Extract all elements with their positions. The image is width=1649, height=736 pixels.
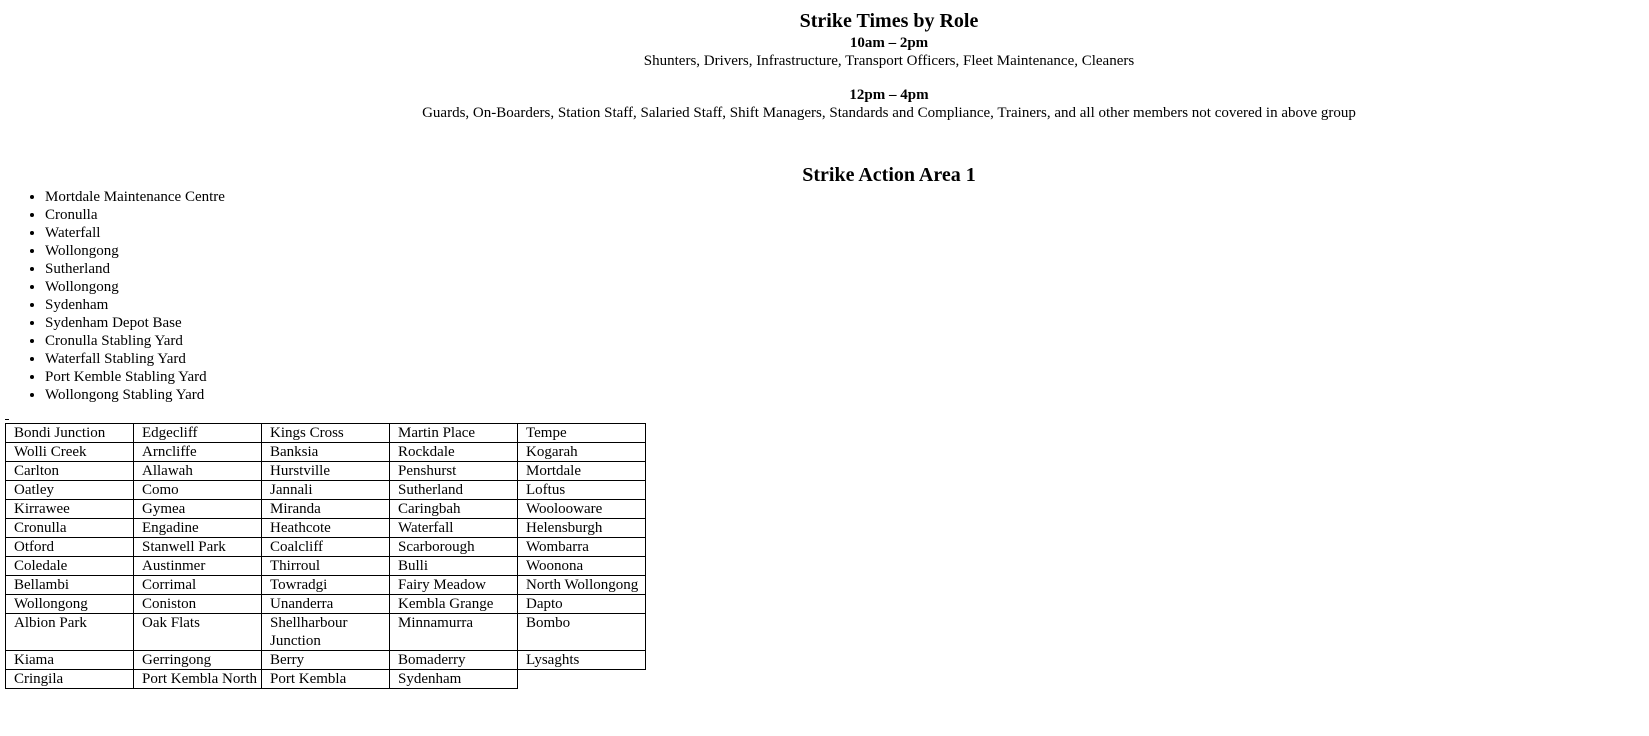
table-row xyxy=(6,500,646,519)
station-cell: Towradgi xyxy=(262,576,390,595)
station-cell: Shellharbour Junction xyxy=(262,614,390,651)
divider-mark xyxy=(5,419,9,420)
station-cell: Como xyxy=(134,481,262,500)
table-row xyxy=(6,651,646,670)
station-cell: Kogarah xyxy=(518,443,646,462)
station-cell: Coledale xyxy=(6,557,134,576)
station-cell: Fairy Meadow xyxy=(390,576,518,595)
station-cell: Woolooware xyxy=(518,500,646,519)
station-cell: Kirrawee xyxy=(6,500,134,519)
station-cell: North Wollongong xyxy=(518,576,646,595)
strike-times-section xyxy=(0,8,1649,122)
station-cell: Bulli xyxy=(390,557,518,576)
station-cell: Rockdale xyxy=(390,443,518,462)
station-cell: Waterfall xyxy=(390,519,518,538)
stations-table xyxy=(5,423,646,689)
location-item: • Waterfall xyxy=(45,224,225,242)
table-row xyxy=(6,670,646,689)
station-cell: Gymea xyxy=(134,500,262,519)
table-row xyxy=(6,538,646,557)
time-group-2-heading: 12pm – 4pm xyxy=(849,87,929,103)
location-item: • Sutherland xyxy=(45,260,225,278)
table-row xyxy=(6,519,646,538)
station-cell: Port Kembla xyxy=(262,670,390,689)
station-cell: Bombo xyxy=(518,614,646,651)
time-group-1-roles: Shunters, Drivers, Infrastructure, Transport Officers, Fleet Maintenance, Cleaners xyxy=(643,53,1135,69)
station-cell: Oak Flats xyxy=(134,614,262,651)
table-row xyxy=(6,443,646,462)
station-cell: Arncliffe xyxy=(134,443,262,462)
location-list xyxy=(7,188,225,404)
location-item: • Waterfall Stabling Yard xyxy=(45,350,225,368)
station-cell: Lysaghts xyxy=(518,651,646,670)
station-cell: Sutherland xyxy=(390,481,518,500)
time-group-1-heading: 10am – 2pm xyxy=(849,35,929,51)
spacer xyxy=(0,70,1649,86)
station-cell: Dapto xyxy=(518,595,646,614)
station-cell: Austinmer xyxy=(134,557,262,576)
station-cell: Caringbah xyxy=(390,500,518,519)
location-item: • Sydenham xyxy=(45,296,225,314)
location-item: • Sydenham Depot Base xyxy=(45,314,225,332)
location-item: • Wollongong xyxy=(45,278,225,296)
station-cell: Port Kembla North xyxy=(134,670,262,689)
station-cell: Tempe xyxy=(518,424,646,443)
station-cell: Helensburgh xyxy=(518,519,646,538)
station-cell: Cronulla xyxy=(6,519,134,538)
station-cell: Woonona xyxy=(518,557,646,576)
station-cell: Hurstville xyxy=(262,462,390,481)
station-cell: Banksia xyxy=(262,443,390,462)
station-cell: Bondi Junction xyxy=(6,424,134,443)
station-cell: Martin Place xyxy=(390,424,518,443)
station-cell: Stanwell Park xyxy=(134,538,262,557)
station-cell: Loftus xyxy=(518,481,646,500)
station-cell: Otford xyxy=(6,538,134,557)
station-cell: Engadine xyxy=(134,519,262,538)
station-cell: Heathcote xyxy=(262,519,390,538)
station-cell: Wolli Creek xyxy=(6,443,134,462)
station-cell: Kembla Grange xyxy=(390,595,518,614)
station-cell: Corrimal xyxy=(134,576,262,595)
location-item: • Mortdale Maintenance Centre xyxy=(45,188,225,206)
station-cell: Oatley xyxy=(6,481,134,500)
station-cell: Thirroul xyxy=(262,557,390,576)
station-cell: Coalcliff xyxy=(262,538,390,557)
table-row xyxy=(6,424,646,443)
station-cell: Minnamurra xyxy=(390,614,518,651)
station-cell: Bomaderry xyxy=(390,651,518,670)
station-cell: Jannali xyxy=(262,481,390,500)
location-item: • Cronulla Stabling Yard xyxy=(45,332,225,350)
station-cell: Wombarra xyxy=(518,538,646,557)
station-cell: Edgecliff xyxy=(134,424,262,443)
table-row xyxy=(6,595,646,614)
station-cell: Cringila xyxy=(6,670,134,689)
table-row xyxy=(6,481,646,500)
station-cell: Albion Park xyxy=(6,614,134,651)
station-cell: Carlton xyxy=(6,462,134,481)
strike-times-title: Strike Times by Role xyxy=(799,10,979,32)
station-cell: Wollongong xyxy=(6,595,134,614)
table-row xyxy=(6,462,646,481)
station-cell: Coniston xyxy=(134,595,262,614)
location-item: • Wollongong xyxy=(45,242,225,260)
station-cell xyxy=(518,670,646,689)
time-group-2-roles: Guards, On-Boarders, Station Staff, Salaried Staff, Shift Managers, Standards and Compliance, Trainers, and all other members not covered in above group xyxy=(422,105,1356,121)
station-cell: Kiama xyxy=(6,651,134,670)
table-row xyxy=(6,576,646,595)
station-cell: Allawah xyxy=(134,462,262,481)
strike-area-title: Strike Action Area 1 xyxy=(802,164,976,186)
table-row xyxy=(6,614,646,651)
station-cell: Kings Cross xyxy=(262,424,390,443)
station-cell: Sydenham xyxy=(390,670,518,689)
location-item: • Port Kemble Stabling Yard xyxy=(45,368,225,386)
location-item: • Cronulla xyxy=(45,206,225,224)
station-cell: Unanderra xyxy=(262,595,390,614)
station-cell: Scarborough xyxy=(390,538,518,557)
station-cell: Bellambi xyxy=(6,576,134,595)
location-item: • Wollongong Stabling Yard xyxy=(45,386,225,404)
station-cell: Mortdale xyxy=(518,462,646,481)
station-cell: Berry xyxy=(262,651,390,670)
station-cell: Gerringong xyxy=(134,651,262,670)
station-cell: Penshurst xyxy=(390,462,518,481)
table-row xyxy=(6,557,646,576)
station-cell: Miranda xyxy=(262,500,390,519)
